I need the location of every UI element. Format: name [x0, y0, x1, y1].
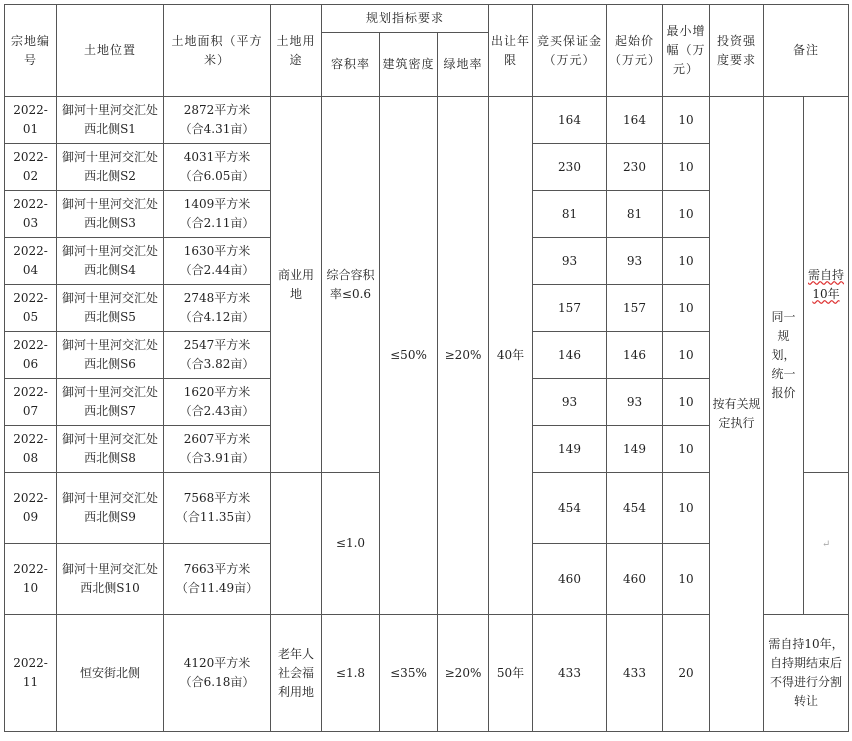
increment-value: 10: [663, 144, 710, 191]
parcel-area: 7568平方米 （合11.35亩）: [164, 473, 271, 544]
deposit-value: 230: [533, 144, 607, 191]
start-price-value: 157: [607, 285, 663, 332]
parcel-area: 4120平方米 （合6.18亩）: [164, 615, 271, 732]
header-code: 宗地编号: [5, 5, 57, 97]
start-price-value: 164: [607, 97, 663, 144]
density-requirement: ≤50%: [380, 97, 438, 615]
remark-empty: ↵: [804, 473, 849, 615]
parcel-location: 御河十里河交汇处西北侧S9: [57, 473, 164, 544]
deposit-value: 157: [533, 285, 607, 332]
remark-unified: 同一规划，统一报价: [764, 97, 804, 615]
parcel-location: 御河十里河交汇处西北侧S5: [57, 285, 164, 332]
land-auction-table: [4, 4, 849, 732]
parcel-code: 2022-10: [5, 544, 57, 615]
header-term: 出让年限: [489, 5, 533, 97]
far-requirement: ≤1.0: [322, 473, 380, 615]
parcel-code: 2022-07: [5, 379, 57, 426]
land-use-elderly: 老年人社会福利用地: [271, 615, 322, 732]
parcel-code: 2022-02: [5, 144, 57, 191]
parcel-code: 2022-03: [5, 191, 57, 238]
parcel-area: 2607平方米 （合3.91亩）: [164, 426, 271, 473]
remark-hold-no-split: 需自持10年，自持期结束后不得进行分割转让: [764, 615, 849, 732]
header-increment: 最小增幅（万元）: [663, 5, 710, 97]
header-location: 土地位置: [57, 5, 164, 97]
parcel-code: 2022-01: [5, 97, 57, 144]
deposit-value: 454: [533, 473, 607, 544]
parcel-code: 2022-09: [5, 473, 57, 544]
start-price-value: 433: [607, 615, 663, 732]
parcel-code: 2022-05: [5, 285, 57, 332]
parcel-area: 2748平方米 （合4.12亩）: [164, 285, 271, 332]
parcel-location: 御河十里河交汇处西北侧S7: [57, 379, 164, 426]
increment-value: 10: [663, 97, 710, 144]
parcel-area: 7663平方米 （合11.49亩）: [164, 544, 271, 615]
far-requirement: ≤1.8: [322, 615, 380, 732]
parcel-location: 御河十里河交汇处西北侧S1: [57, 97, 164, 144]
header-planning: 规划指标要求: [322, 5, 489, 33]
header-green: 绿地率: [438, 33, 489, 97]
term-years: 50年: [489, 615, 533, 732]
start-price-value: 230: [607, 144, 663, 191]
parcel-location: 恒安街北侧: [57, 615, 164, 732]
parcel-location: 御河十里河交汇处西北侧S6: [57, 332, 164, 379]
green-requirement: ≥20%: [438, 97, 489, 615]
increment-value: 10: [663, 544, 710, 615]
deposit-value: 81: [533, 191, 607, 238]
header-use: 土地用途: [271, 5, 322, 97]
increment-value: 10: [663, 379, 710, 426]
parcel-area: 2872平方米 （合4.31亩）: [164, 97, 271, 144]
header-deposit: 竞买保证金（万元）: [533, 5, 607, 97]
start-price-value: 149: [607, 426, 663, 473]
increment-value: 20: [663, 615, 710, 732]
start-price-value: 93: [607, 238, 663, 285]
remark-hold: 需自持10年: [804, 97, 849, 473]
land-use-commercial-cont: [271, 473, 322, 615]
header-area: 土地面积（平方米）: [164, 5, 271, 97]
start-price-value: 81: [607, 191, 663, 238]
far-mixed: 综合容积率≤0.6: [322, 97, 380, 473]
parcel-area: 2547平方米 （合3.82亩）: [164, 332, 271, 379]
parcel-area: 1630平方米 （合2.44亩）: [164, 238, 271, 285]
parcel-location: 御河十里河交汇处西北侧S8: [57, 426, 164, 473]
table-row: [5, 97, 849, 144]
deposit-value: 164: [533, 97, 607, 144]
header-investment: 投资强度要求: [710, 5, 764, 97]
start-price-value: 146: [607, 332, 663, 379]
parcel-code: 2022-04: [5, 238, 57, 285]
parcel-location: 御河十里河交汇处西北侧S4: [57, 238, 164, 285]
header-start-price: 起始价（万元）: [607, 5, 663, 97]
parcel-area: 1409平方米 （合2.11亩）: [164, 191, 271, 238]
parcel-area: 1620平方米 （合2.43亩）: [164, 379, 271, 426]
increment-value: 10: [663, 191, 710, 238]
deposit-value: 93: [533, 238, 607, 285]
parcel-location: 御河十里河交汇处西北侧S3: [57, 191, 164, 238]
green-requirement: ≥20%: [438, 615, 489, 732]
deposit-value: 93: [533, 379, 607, 426]
parcel-code: 2022-08: [5, 426, 57, 473]
increment-value: 10: [663, 238, 710, 285]
start-price-value: 460: [607, 544, 663, 615]
deposit-value: 433: [533, 615, 607, 732]
increment-value: 10: [663, 332, 710, 379]
start-price-value: 93: [607, 379, 663, 426]
header-far: 容积率: [322, 33, 380, 97]
parcel-code: 2022-06: [5, 332, 57, 379]
term-years: 40年: [489, 97, 533, 615]
parcel-code: 2022-11: [5, 615, 57, 732]
density-requirement: ≤35%: [380, 615, 438, 732]
start-price-value: 454: [607, 473, 663, 544]
increment-value: 10: [663, 285, 710, 332]
parcel-location: 御河十里河交汇处西北侧S2: [57, 144, 164, 191]
deposit-value: 460: [533, 544, 607, 615]
deposit-value: 146: [533, 332, 607, 379]
header-density: 建筑密度: [380, 33, 438, 97]
increment-value: 10: [663, 473, 710, 544]
parcel-area: 4031平方米 （合6.05亩）: [164, 144, 271, 191]
land-use-commercial: 商业用地: [271, 97, 322, 473]
header-remarks: 备注: [764, 5, 849, 97]
investment-requirement: 按有关规定执行: [710, 97, 764, 732]
parcel-location: 御河十里河交汇处西北侧S10: [57, 544, 164, 615]
increment-value: 10: [663, 426, 710, 473]
deposit-value: 149: [533, 426, 607, 473]
